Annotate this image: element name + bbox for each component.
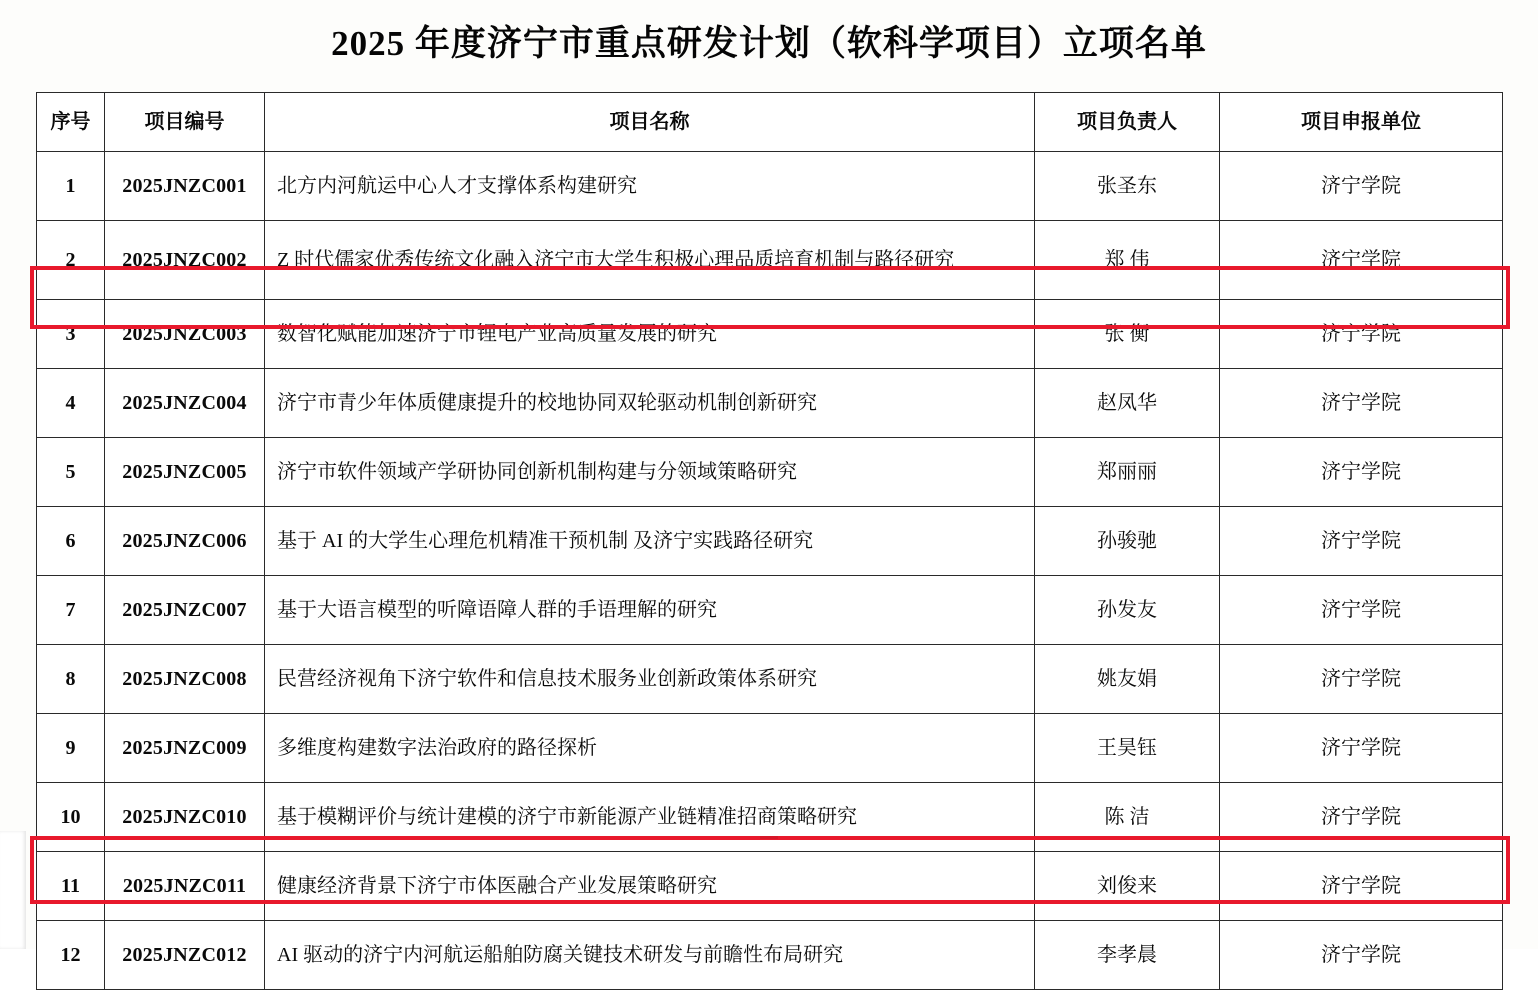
cell-index: 10 (37, 783, 105, 852)
cell-code: 2025JNZC002 (105, 221, 265, 300)
cell-name: 济宁市软件领域产学研协同创新机制构建与分领域策略研究 (265, 438, 1035, 507)
table-header-row (37, 93, 1503, 152)
cell-leader: 赵凤华 (1035, 369, 1220, 438)
cell-code: 2025JNZC004 (105, 369, 265, 438)
cell-index: 3 (37, 300, 105, 369)
scan-edge-shadow (0, 831, 26, 949)
column-header-code: 项目编号 (105, 93, 265, 152)
cell-code: 2025JNZC005 (105, 438, 265, 507)
cell-leader: 郑丽丽 (1035, 438, 1220, 507)
table-row (37, 852, 1503, 921)
cell-name: Z 时代儒家优秀传统文化融入济宁市大学生积极心理品质培育机制与路径研究 (265, 221, 1035, 300)
cell-org: 济宁学院 (1220, 369, 1503, 438)
cell-code: 2025JNZC001 (105, 152, 265, 221)
cell-name: 民营经济视角下济宁软件和信息技术服务业创新政策体系研究 (265, 645, 1035, 714)
cell-leader: 王昊钰 (1035, 714, 1220, 783)
cell-name: 北方内河航运中心人才支撑体系构建研究 (265, 152, 1035, 221)
cell-leader: 孙骏驰 (1035, 507, 1220, 576)
table-row (37, 221, 1503, 300)
cell-index: 1 (37, 152, 105, 221)
cell-name: 健康经济背景下济宁市体医融合产业发展策略研究 (265, 852, 1035, 921)
page-title: 2025 年度济宁市重点研发计划（软科学项目）立项名单 (331, 24, 1207, 63)
table-row (37, 576, 1503, 645)
cell-code: 2025JNZC011 (105, 852, 265, 921)
cell-code: 2025JNZC003 (105, 300, 265, 369)
cell-index: 7 (37, 576, 105, 645)
cell-name: 数智化赋能加速济宁市锂电产业高质量发展的研究 (265, 300, 1035, 369)
table-row (37, 438, 1503, 507)
cell-org: 济宁学院 (1220, 645, 1503, 714)
column-header-leader: 项目负责人 (1035, 93, 1220, 152)
cell-org: 济宁学院 (1220, 783, 1503, 852)
cell-org: 济宁学院 (1220, 152, 1503, 221)
cell-code: 2025JNZC008 (105, 645, 265, 714)
cell-leader: 张圣东 (1035, 152, 1220, 221)
cell-org: 济宁学院 (1220, 576, 1503, 645)
cell-index: 11 (37, 852, 105, 921)
cell-org: 济宁学院 (1220, 921, 1503, 990)
cell-code: 2025JNZC009 (105, 714, 265, 783)
cell-index: 12 (37, 921, 105, 990)
table-header (37, 93, 1503, 152)
cell-code: 2025JNZC007 (105, 576, 265, 645)
table-row (37, 783, 1503, 852)
cell-leader: 孙发友 (1035, 576, 1220, 645)
table-row (37, 152, 1503, 221)
cell-org: 济宁学院 (1220, 507, 1503, 576)
cell-org: 济宁学院 (1220, 438, 1503, 507)
column-header-index: 序号 (37, 93, 105, 152)
table-row (37, 369, 1503, 438)
column-header-name: 项目名称 (265, 93, 1035, 152)
project-listing-table (36, 92, 1503, 990)
cell-name: 多维度构建数字法治政府的路径探析 (265, 714, 1035, 783)
cell-org: 济宁学院 (1220, 300, 1503, 369)
cell-name: 基于大语言模型的听障语障人群的手语理解的研究 (265, 576, 1035, 645)
cell-index: 4 (37, 369, 105, 438)
cell-name: AI 驱动的济宁内河航运船舶防腐关键技术研发与前瞻性布局研究 (265, 921, 1035, 990)
cell-leader: 李孝晨 (1035, 921, 1220, 990)
table-body (37, 152, 1503, 990)
column-header-org: 项目申报单位 (1220, 93, 1503, 152)
cell-leader: 刘俊来 (1035, 852, 1220, 921)
cell-leader: 姚友娟 (1035, 645, 1220, 714)
cell-index: 6 (37, 507, 105, 576)
cell-leader: 张 衡 (1035, 300, 1220, 369)
cell-code: 2025JNZC010 (105, 783, 265, 852)
table-row-highlighted (37, 921, 1503, 990)
cell-index: 5 (37, 438, 105, 507)
table-row-highlighted (37, 300, 1503, 369)
cell-index: 8 (37, 645, 105, 714)
cell-name: 基于模糊评价与统计建模的济宁市新能源产业链精准招商策略研究 (265, 783, 1035, 852)
cell-org: 济宁学院 (1220, 221, 1503, 300)
cell-name: 基于 AI 的大学生心理危机精准干预机制 及济宁实践路径研究 (265, 507, 1035, 576)
cell-leader: 郑 伟 (1035, 221, 1220, 300)
cell-org: 济宁学院 (1220, 852, 1503, 921)
cell-index: 2 (37, 221, 105, 300)
cell-leader: 陈 洁 (1035, 783, 1220, 852)
cell-code: 2025JNZC006 (105, 507, 265, 576)
cell-code: 2025JNZC012 (105, 921, 265, 990)
table-row (37, 645, 1503, 714)
table-row (37, 507, 1503, 576)
cell-org: 济宁学院 (1220, 714, 1503, 783)
project-listing-table-wrapper (36, 92, 1502, 990)
cell-name: 济宁市青少年体质健康提升的校地协同双轮驱动机制创新研究 (265, 369, 1035, 438)
cell-index: 9 (37, 714, 105, 783)
table-row (37, 714, 1503, 783)
